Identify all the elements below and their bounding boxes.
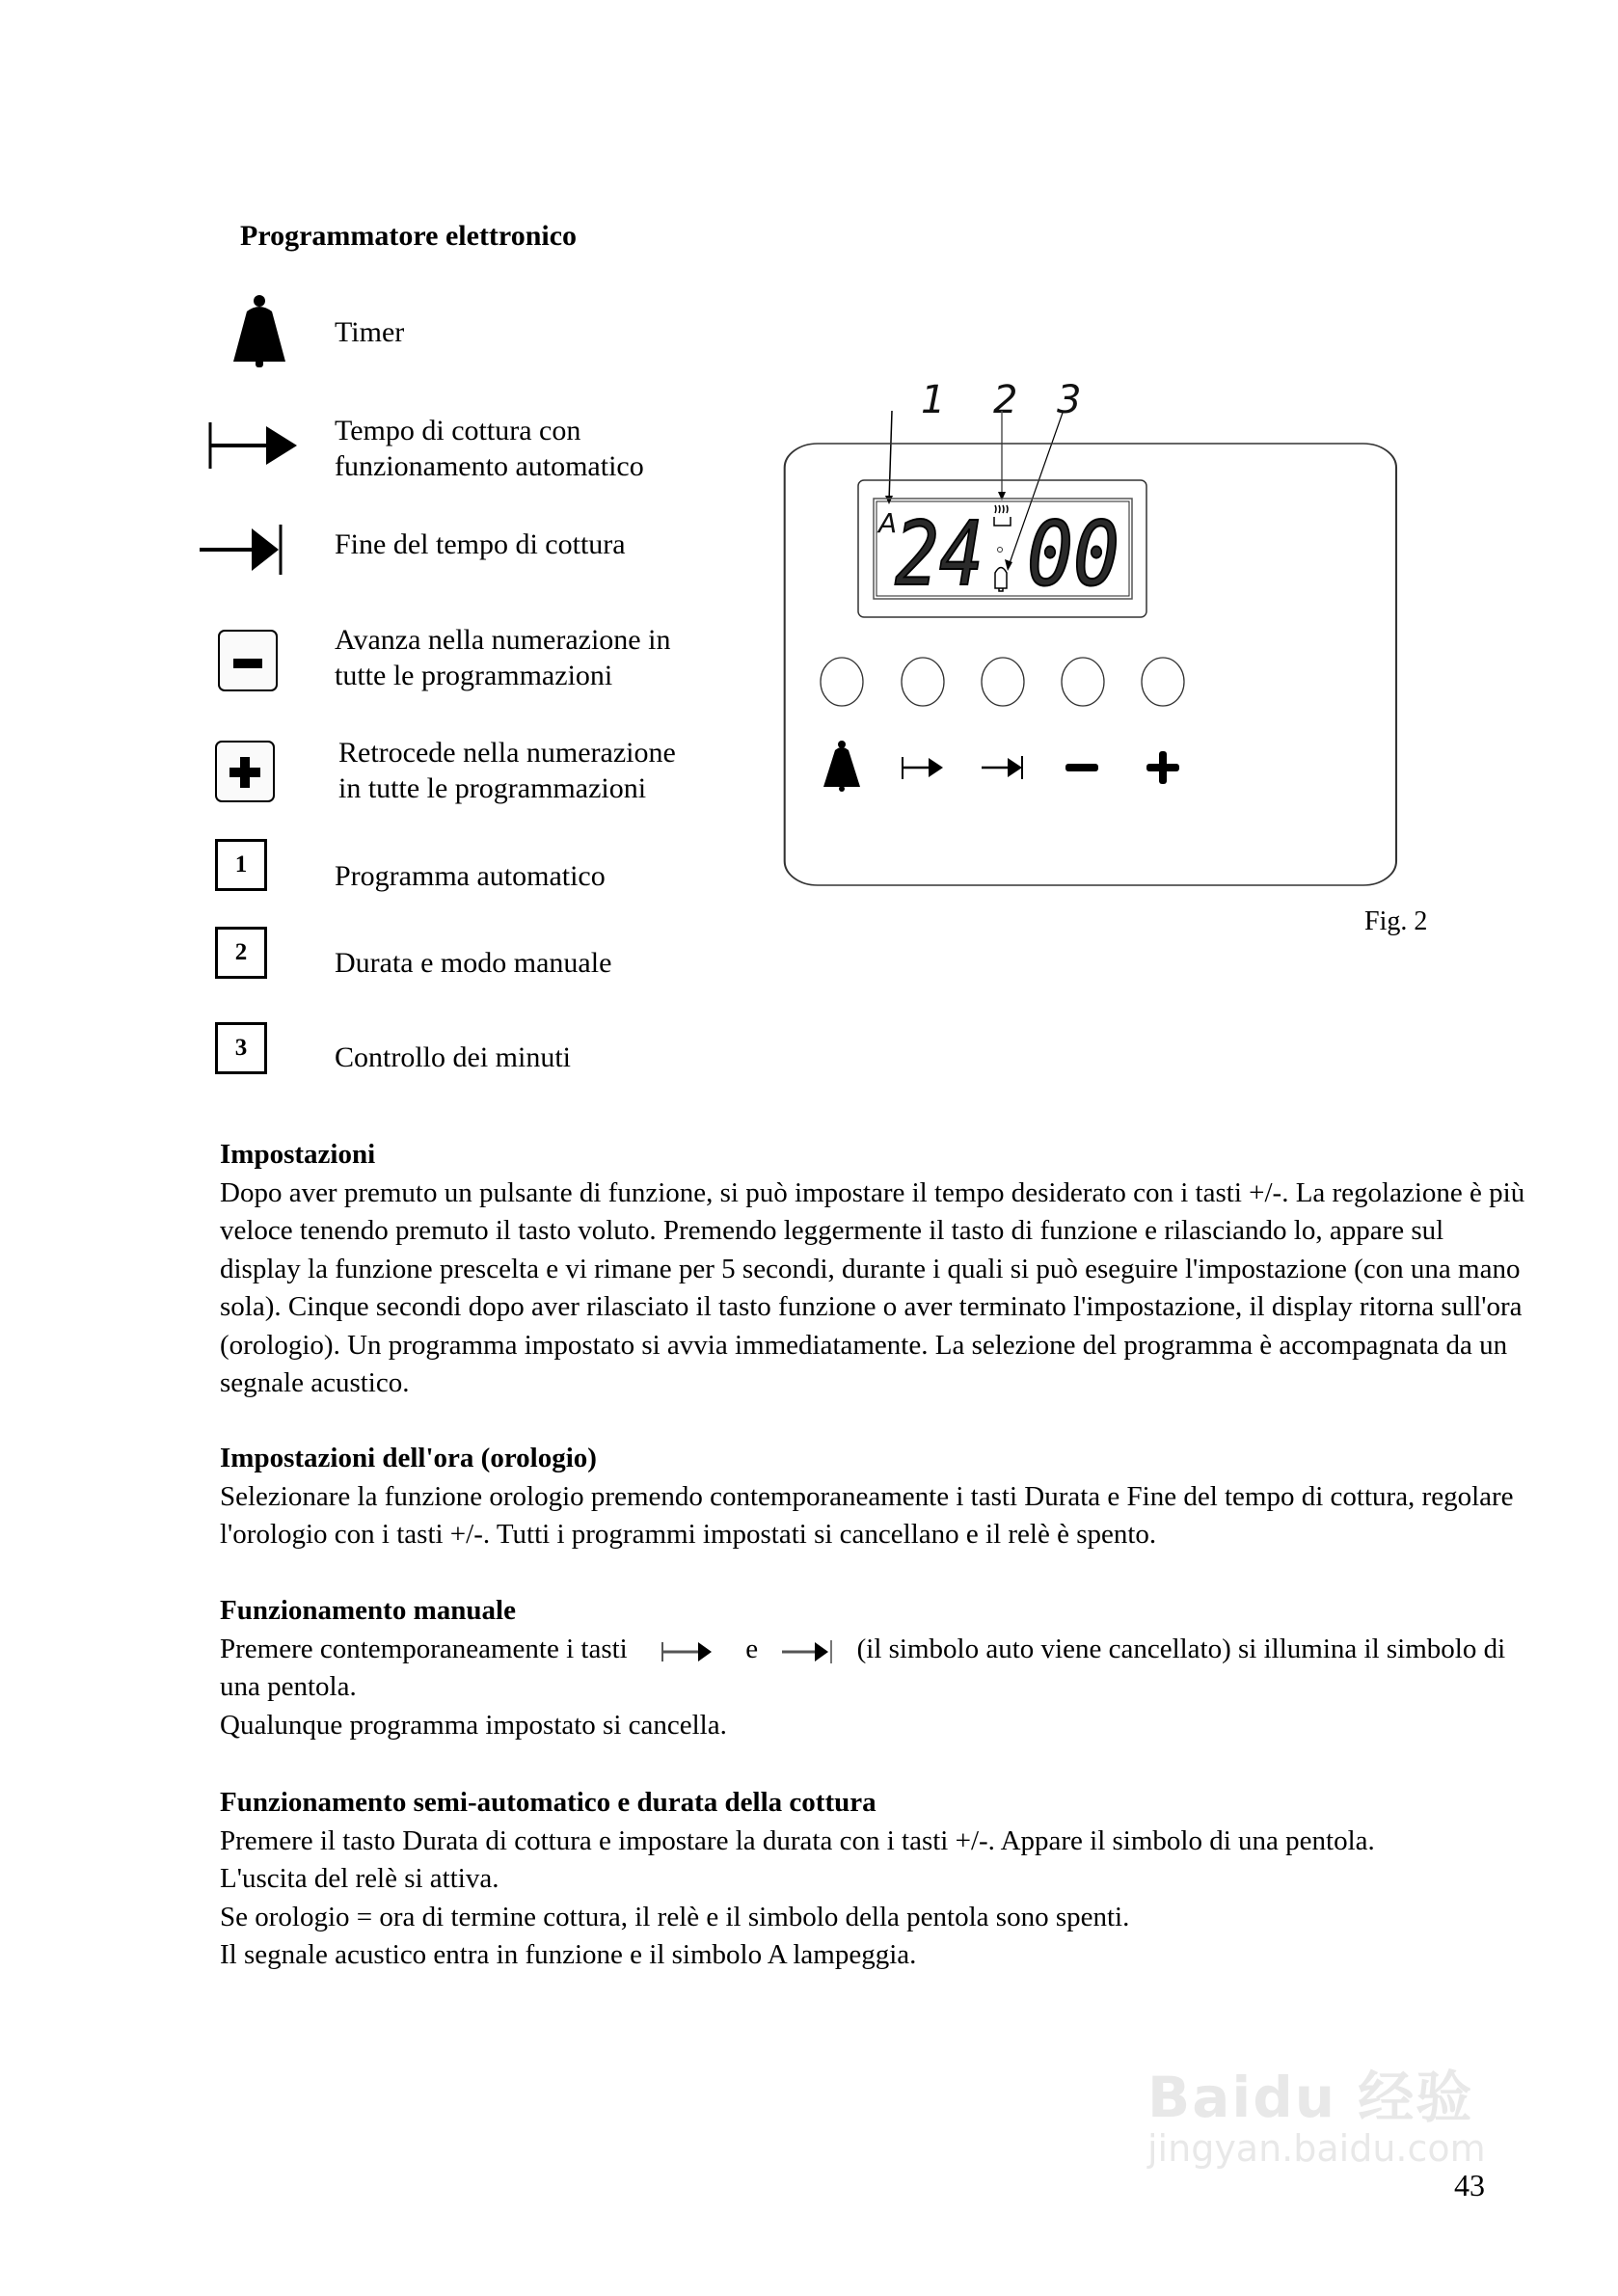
panel-plus-icon <box>1146 751 1179 784</box>
watermark-brand: Baidu <box>1147 2065 1337 2130</box>
arrow-start-icon <box>206 417 303 474</box>
legend-label-minutes: Controllo dei minuti <box>335 1041 571 1073</box>
legend-label-program-auto: Programma automatico <box>335 860 606 892</box>
legend-label-plus: Retrocede nella numerazione in tutte le programmazioni <box>338 737 676 804</box>
legend-label-end: Fine del tempo di cottura <box>335 528 626 560</box>
panel-bell-icon <box>823 741 860 792</box>
pot-symbol-icon <box>994 505 1011 526</box>
heading-manual: Funzionamento manuale <box>220 1595 516 1626</box>
programmer-panel-figure <box>771 366 1446 906</box>
display-auto-symbol: A <box>878 507 898 539</box>
panel-arrow-end-icon <box>982 756 1022 779</box>
button-timer[interactable] <box>821 658 863 706</box>
number-box-2: 2 <box>215 927 267 979</box>
inline-arrow-end-icon <box>780 1636 838 1665</box>
callout-3: 3 <box>1057 378 1082 422</box>
paragraph-manual-2: Qualunque programma impostato si cancella. <box>220 1709 727 1741</box>
figure-caption: Fig. 2 <box>1364 906 1428 936</box>
callout-1: 1 <box>921 378 946 422</box>
line-semi-auto-2: L'uscita del relè si attiva. <box>220 1863 499 1894</box>
button-cook-duration[interactable] <box>902 658 944 706</box>
display-hours: 24 <box>895 502 984 606</box>
page-number: 43 <box>1454 2168 1485 2202</box>
line-semi-auto-3: Se orologio = ora di termine cottura, il relè e il simbolo della pentola sono spenti. <box>220 1901 1130 1932</box>
display-minutes: 00 <box>1027 502 1119 606</box>
line-semi-auto-4: Il segnale acustico entra in funzione e il simbolo A lampeggia. <box>220 1939 917 1970</box>
panel-arrow-start-icon <box>903 757 943 779</box>
section-semi-auto <box>220 1784 1531 1975</box>
button-minus[interactable] <box>1062 658 1104 706</box>
watermark-suffix: 经验 <box>1358 2065 1474 2130</box>
inline-arrow-start-icon <box>660 1636 717 1665</box>
legend-label-start: Tempo di cottura con funzionamento automatico <box>335 415 644 482</box>
baidu-watermark <box>1147 2052 1486 2170</box>
panel-minus-icon <box>1065 764 1098 771</box>
watermark-url: jingyan.baidu.com <box>1147 2127 1486 2170</box>
number-box-1: 1 <box>215 839 267 891</box>
bell-icon <box>226 294 293 371</box>
legend-label-minus: Avanza nella numerazione in tutte le programmazioni <box>335 624 671 691</box>
callout-2: 2 <box>993 378 1018 422</box>
button-plus[interactable] <box>1142 658 1184 706</box>
plus-key-icon <box>215 741 275 802</box>
arrow-end-icon <box>198 521 294 579</box>
section-impostazioni <box>220 1136 1531 1403</box>
paragraph-clock: Selezionare la funzione orologio premendo contemporaneamente i tasti Durata e Fine del tempo di cottura, regolare l'orologio con i tasti +/-. Tutti i programmi impostati si cancellano e il relè è spento. <box>220 1480 1514 1550</box>
number-box-3: 3 <box>215 1022 267 1074</box>
paragraph-manual: Premere contemporaneamente i tasti e (il simbolo auto viene cancellato) si illumina il simbolo di una pentola. <box>220 1633 1506 1702</box>
section-manual <box>220 1592 1531 1744</box>
paragraph-impostazioni: Dopo aver premuto un pulsante di funzione, si può impostare il tempo desiderato con i tasti +/-. La regolazione è più veloce tenendo premuto il tasto voluto. Premendo leggermente il tasto di funzione e rilasciando lo, appare sul display la funzione prescelta e vi rimane per 5 secondi, durante i quali si può eseguire l'impostazione (con una mano sola). Cinque secondi dopo aver rilasciato il tasto funzione o aver terminato l'impostazione, il display ritorna sull'ora (orologio). Un programma impostato si avvia immediatamente. La selezione del programma è accompagnata da un segnale acustico. <box>220 1176 1525 1398</box>
display-bell-icon <box>995 568 1007 592</box>
legend-label-timer: Timer <box>335 316 405 348</box>
heading-impostazioni: Impostazioni <box>220 1139 376 1170</box>
line-semi-auto-1: Premere il tasto Durata di cottura e impostare la durata con i tasti +/-. Appare il simbolo di una pentola. <box>220 1824 1375 1856</box>
minus-key-icon <box>218 630 278 691</box>
section-clock <box>220 1440 1531 1554</box>
heading-semi-auto: Funzionamento semi-automatico e durata della cottura <box>220 1787 876 1818</box>
button-cook-end[interactable] <box>982 658 1024 706</box>
legend-label-duration-manual: Durata e modo manuale <box>335 947 612 979</box>
section-title: Programmatore elettronico <box>240 220 578 252</box>
heading-clock: Impostazioni dell'ora (orologio) <box>220 1443 597 1473</box>
